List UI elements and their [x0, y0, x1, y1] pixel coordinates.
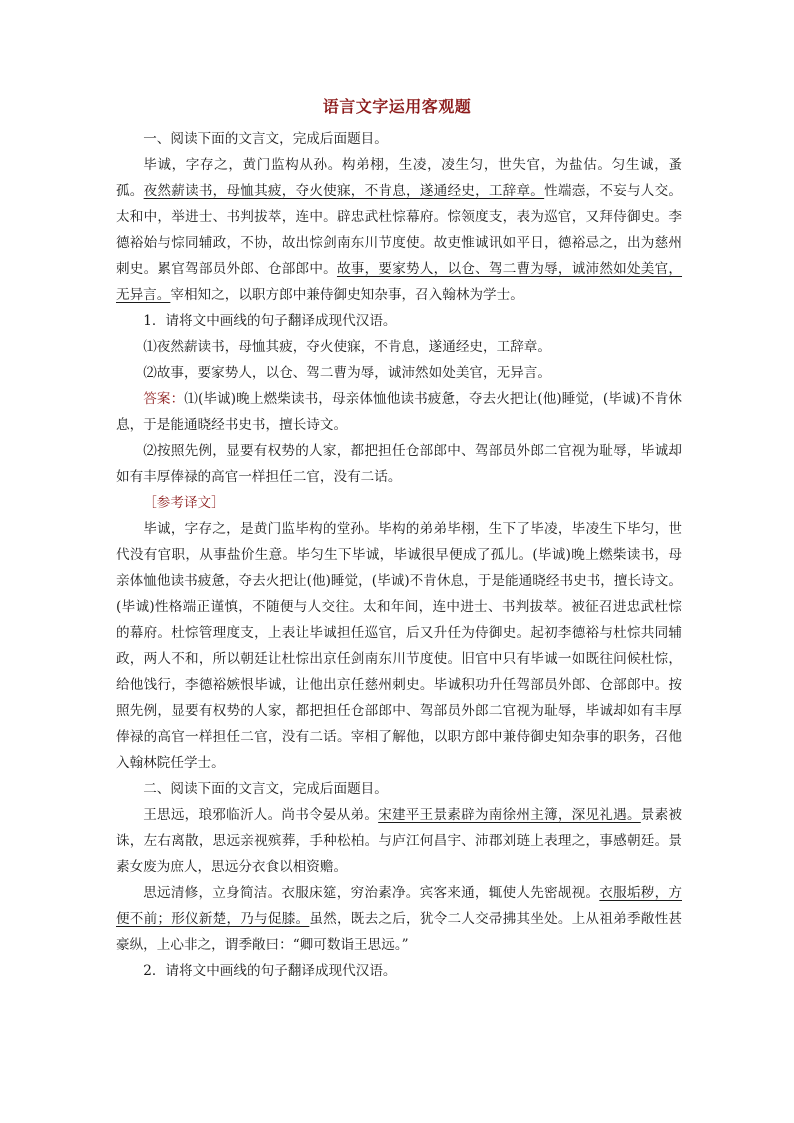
- answer-1-text: ⑴(毕诚)晚上燃柴读书，母亲体恤他读书疲惫，夺去火把让(他)睡觉，(毕诚)不肯休息，于是能通晓经书史书，擅长诗文。: [116, 391, 682, 433]
- passage1-underlined-sentence-2: 故事，要家势人，以仓、驾二曹为辱，诚沛然如处美官，无异言。: [116, 261, 683, 303]
- passage1-text-a: 毕诚，字存之，黄门监构从孙。构弟栩，生凌，凌生匀，世失官，为盐估。匀生诚，蚤孤。: [116, 157, 682, 199]
- passage1-paragraph: [116, 152, 682, 308]
- reference-translation: 毕诚，字存之，是黄门监毕构的堂孙。毕构的弟弟毕栩，生下了毕凌，毕凌生下毕匀，世代没有官职，从事盐价生意。毕匀生下毕诚，毕诚很早便成了孤儿。(毕诚)晚上燃柴读书，母亲体恤他读书疲惫，夺去火把让(他)睡觉，(毕诚)不肯休息，于是能通晓经书史书，擅长诗文。(毕诚)性格端正谨慎，不随便与人交往。太和年间，连中进士、书判拔萃。被征召进忠武杜悰的幕府。杜悰管理度支，上表让毕诚担任巡官，后又升任为侍御史。起初李德裕与杜悰共同辅政，两人不和，所以朝廷让杜悰出京任剑南东川节度使。旧官中只有毕诚一如既往问候杜悰，给他饯行，李德裕嫉恨毕诚，让他出京任慈州刺史。毕诚积功升任驾部员外郎、仓部郎中。按照先例，显要有权势的人家，都把担任仓部郎中、驾部员外郎二官视为耻辱，毕诚却如有丰厚俸禄的高官一样担任二官，没有二话。宰相了解他，以职方郎中兼侍御史知杂事的职务，召他入翰林院任学士。: [116, 521, 682, 771]
- reference-label: ［参考译文］: [143, 495, 225, 511]
- passage2-text-d: 虽然，既去之后，犹令二人交帚拂其坐处。上从祖弟季敞性甚豪纵，上心非之，谓季敞曰：“卿可数诣王思远。”: [116, 911, 682, 953]
- question-1-item-2: ⑵故事，要家势人，以仓、驾二曹为辱，诚沛然如处美官，无异言。: [143, 365, 551, 381]
- document-body: [116, 126, 682, 984]
- passage2-underlined-sentence-1: 宋建平王景素辟为南徐州主簿，深见礼遇。: [378, 807, 641, 823]
- passage2-underlined-sentence-2: 衣服垢秽，方便不前；形仪新楚，乃与促膝。: [116, 885, 682, 927]
- passage2-text-b: 景素被诛，左右离散，思远亲视殡葬，手种松柏。与庐江何昌宇、沛郡刘琏上表理之，事感朝廷。景素女废为庶人，思远分衣食以相资赡。: [116, 807, 683, 875]
- passage1-text-c: 宰相知之，以职方郎中兼侍御史知杂事，召入翰林为学士。: [170, 287, 524, 303]
- question-1-item-1: ⑴夜然薪读书，母恤其疲，夺火使寐，不肯息，遂通经史，工辞章。: [143, 339, 551, 355]
- answer-label: 答案：: [143, 391, 185, 407]
- passage2-paragraph-2: [116, 880, 682, 958]
- passage1-underlined-sentence-1: 夜然薪读书，母恤其疲，夺火使寐，不肯息，遂通经史，工辞章。: [143, 183, 545, 199]
- page-title: 语言文字运用客观题: [322, 97, 472, 116]
- section2-heading: 二、阅读下面的文言文，完成后面题目。: [143, 781, 388, 797]
- question-1: 1．请将文中画线的句子翻译成现代汉语。: [143, 313, 397, 329]
- passage1-text-b: 性端悫，不妄与人交。太和中，举进士、书判拔萃，连中。辟忠武杜悰幕府。悰领度支，表为巡官，又拜侍御史。李德裕始与悰同辅政，不协，故出悰剑南东川节度使。故吏惟诚讯如平日，德裕忌之，出为慈州刺史。累官驾部员外郎、仓部郎中。: [116, 183, 683, 277]
- passage2-text-c: 思远清修，立身简洁。衣服床筵，穷治素净。宾客来通，辄使人先密觇视。: [143, 885, 600, 901]
- passage2-paragraph-1: [116, 802, 682, 880]
- question-2: 2．请将文中画线的句子翻译成现代汉语。: [143, 963, 397, 979]
- section1-heading: 一、阅读下面的文言文，完成后面题目。: [143, 131, 388, 147]
- answer-1: [116, 386, 682, 438]
- answer-2: ⑵按照先例，显要有权势的人家，都把担任仓部郎中、驾部员外郎二官视为耻辱，毕诚却如有丰厚俸禄的高官一样担任二官，没有二话。: [116, 443, 682, 485]
- passage2-text-a: 王思远，琅邪临沂人。尚书令晏从弟。: [143, 807, 379, 823]
